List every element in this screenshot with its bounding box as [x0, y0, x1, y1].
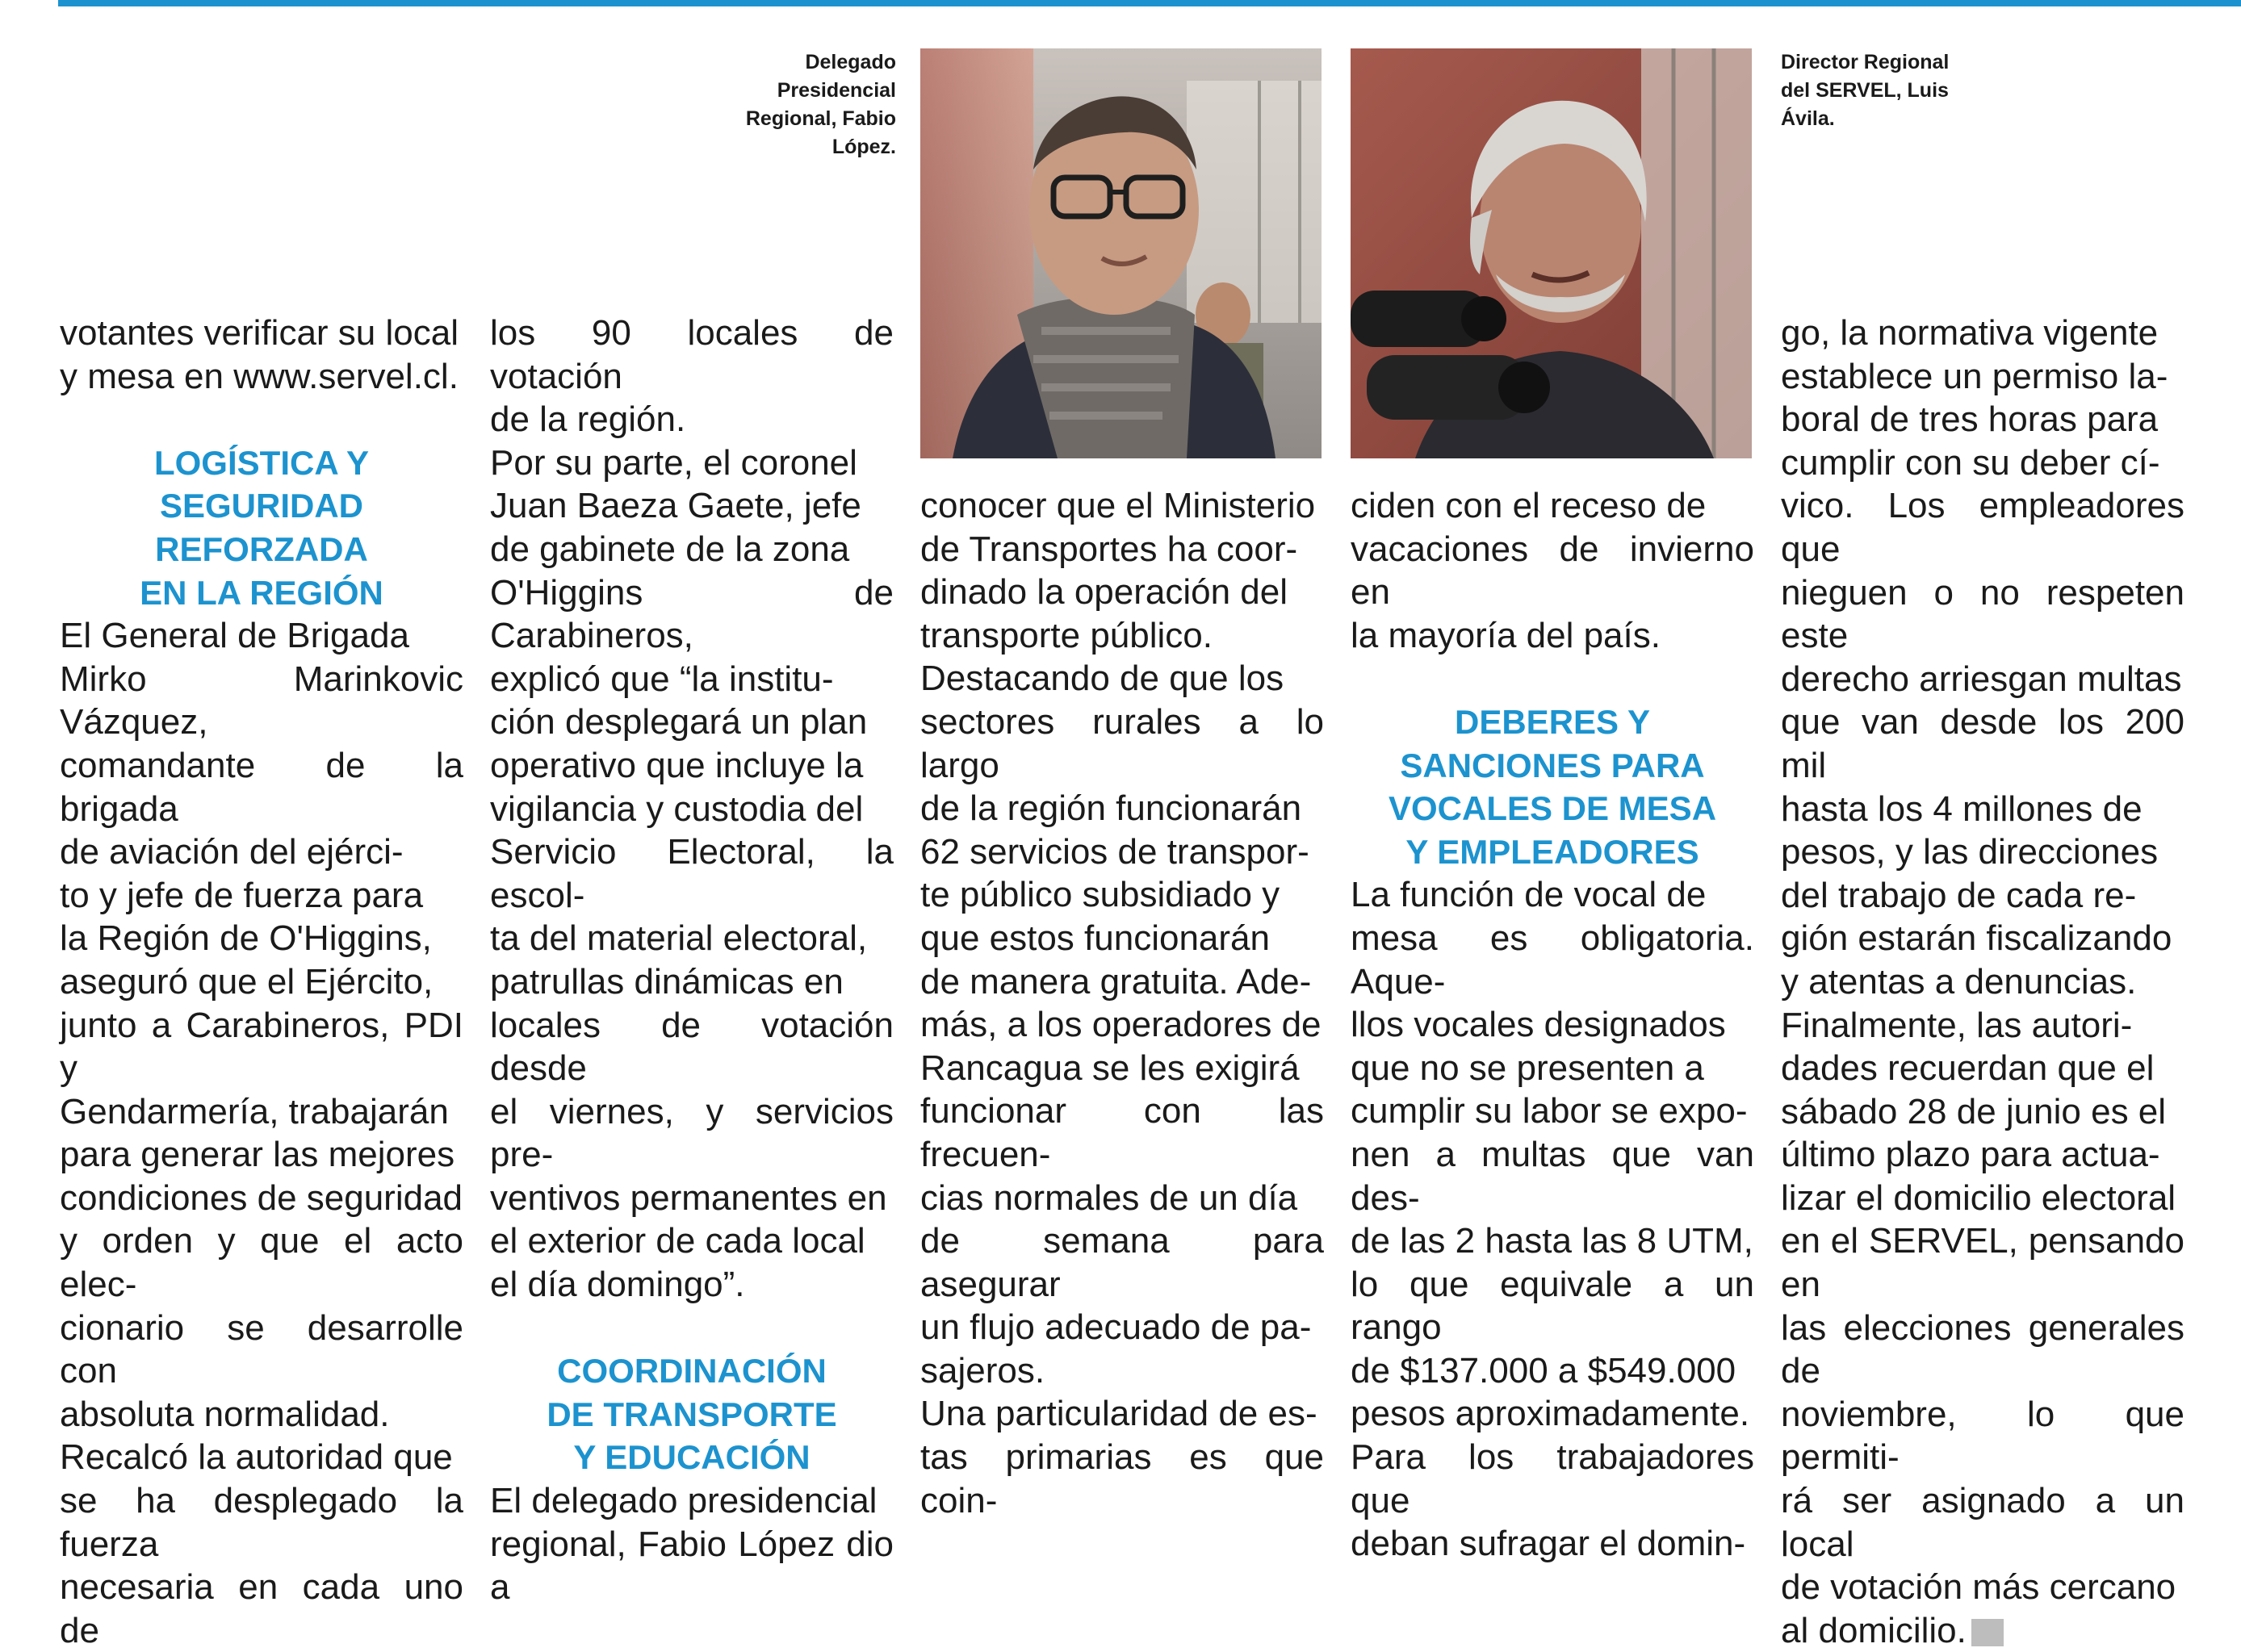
- subheading-logistica: LOGÍSTICA Y SEGURIDAD REFORZADA EN LA REGIÓN: [60, 441, 463, 614]
- caption-right: Director Regional del SERVEL, Luis Ávila.: [1781, 48, 2007, 133]
- caption-left: Delegado Presidencial Regional, Fabio López.: [710, 48, 896, 161]
- col1-paragraph-1: votantes verificar su local y mesa en www.servel.cl.: [60, 312, 463, 398]
- col2-paragraph-3: El delegado presidencial regional, Fabio López dio a: [490, 1479, 894, 1609]
- text-column-2: [490, 312, 894, 1609]
- col1-paragraph-3: Recalcó la autoridad que se ha desplegado la fuerza necesaria en cada uno de: [60, 1436, 463, 1652]
- col3-paragraph-1: conocer que el Ministerio de Transportes ha coor- dinado la operación del transporte público.: [920, 484, 1324, 657]
- col5-paragraph-1: go, la normativa vigente establece un permiso la- boral de tres horas para cumplir con su deber cí- vico. Los empleadores que nieguen o no respeten este derecho arriesgan multas que van desde los 200 mil hasta los 4 millones de pesos, y las direcciones del trabajo de cada re- gión estarán fiscalizando y atentas a denuncias.: [1781, 312, 2184, 1004]
- text-column-1: [60, 312, 463, 1652]
- col5-paragraph-2: Finalmente, las autori- dades recuerdan que el sábado 28 de junio es el último plazo para actua- lizar el domicilio electoral en el SERVEL, pensando en las elecciones generales de noviembre, lo que permiti- rá ser asignado a un local de votación más cercano al domicilio.: [1781, 1004, 2184, 1652]
- text-column-4: [1351, 484, 1754, 1566]
- text-column-3: [920, 484, 1324, 1522]
- photo-fabio-lopez: [920, 48, 1322, 458]
- article-end-icon: [1971, 1619, 2004, 1646]
- col3-paragraph-3: Una particularidad de es- tas primarias es que coin-: [920, 1392, 1324, 1522]
- subheading-coordinacion: COORDINACIÓN DE TRANSPORTE Y EDUCACIÓN: [490, 1349, 894, 1479]
- col2-paragraph-2: Por su parte, el coronel Juan Baeza Gaete, jefe de gabinete de la zona O'Higgins de Carabineros, explicó que “la institu- ción desplegará un plan operativo que incluye la vigilancia y custodia del Servicio Electoral, la escol- ta del material electoral, patrullas dinámicas en locales de votación desde el viernes, y servicios pre- ventivos permanentes en el exterior de cada local el día domingo”.: [490, 441, 894, 1307]
- col3-paragraph-2: Destacando de que los sectores rurales a lo largo de la región funcionarán 62 servicios de transpor- te público subsidiado y que estos funcionarán de manera gratuita. Ade- más, a los operadores de Rancagua se les exigirá funcionar con las frecuen- cias normales de un día de semana para asegurar un flujo adecuado de pa- sajeros.: [920, 657, 1324, 1392]
- col1-paragraph-2: El General de Brigada Mirko Marinkovic Vázquez, comandante de la brigada de aviación del ejérci- to y jefe de fuerza para la Región de O'Higgins, aseguró que el Ejército, junto a Carabineros, PDI y Gendarmería, trabajarán para generar las mejores condiciones de seguridad y orden y que el acto elec- cionario se desarrolle con absoluta normalidad.: [60, 614, 463, 1436]
- col4-paragraph-1: ciden con el receso de vacaciones de invierno en la mayoría del país.: [1351, 484, 1754, 657]
- col2-paragraph-1: los 90 locales de votación de la región.: [490, 312, 894, 441]
- text-column-5: [1781, 312, 2184, 1652]
- col4-paragraph-2: La función de vocal de mesa es obligatoria. Aque- llos vocales designados que no se presenten a cumplir su labor se expo- nen a multas que van des- de las 2 hasta las 8 UTM, lo que equivale a un rango de $137.000 a $549.000 pesos aproximadamente.: [1351, 873, 1754, 1436]
- photo-luis-avila: [1351, 48, 1752, 458]
- subheading-deberes: DEBERES Y SANCIONES PARA VOCALES DE MESA Y EMPLEADORES: [1351, 701, 1754, 873]
- col4-paragraph-3: Para los trabajadores que deban sufragar el domin-: [1351, 1436, 1754, 1566]
- top-accent-rule: [58, 0, 2241, 6]
